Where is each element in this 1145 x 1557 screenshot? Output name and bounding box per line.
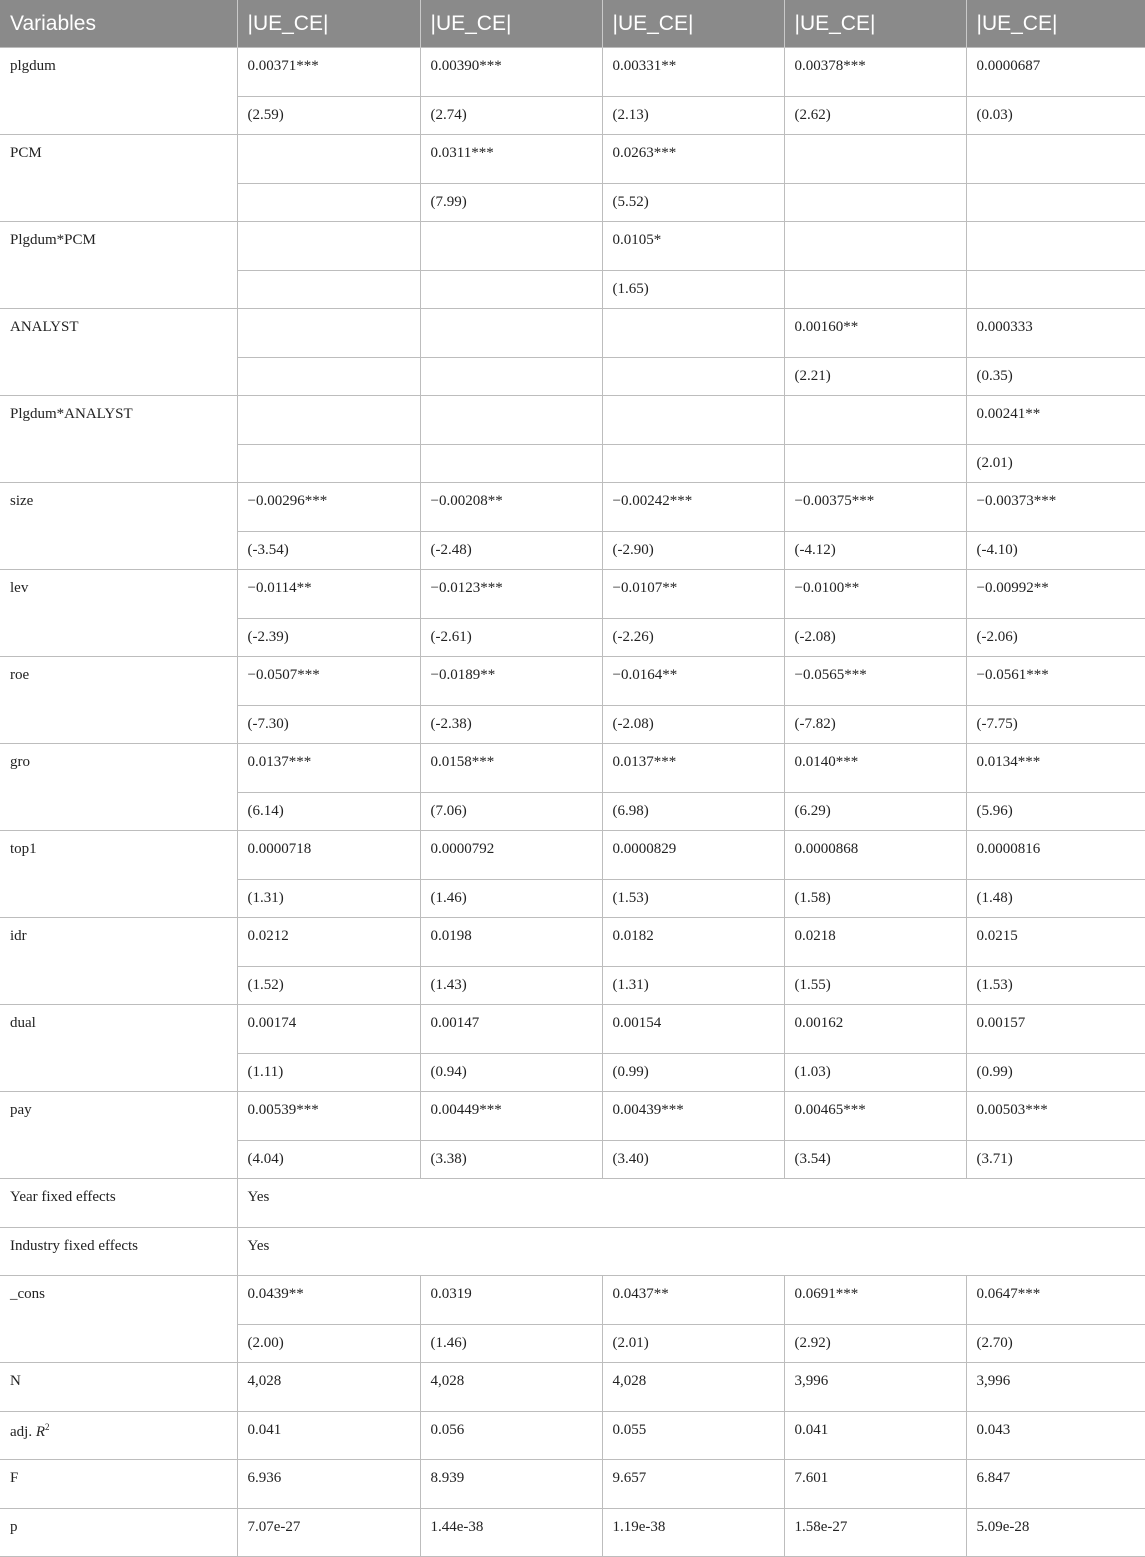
coef-row [0, 744, 1145, 793]
coef-cell: −0.0107** [602, 570, 784, 619]
coef-row [0, 396, 1145, 445]
coef-row [0, 483, 1145, 532]
t-stat-cell [602, 444, 784, 483]
t-stat-cell: (6.29) [784, 792, 966, 831]
coef-cell: −0.00208** [420, 483, 602, 532]
coef-cell: 0.0137*** [602, 744, 784, 793]
t-stat-cell: (-2.08) [784, 618, 966, 657]
t-stat-cell [420, 444, 602, 483]
coef-cell: 0.00465*** [784, 1092, 966, 1141]
coef-cell: 0.0439** [237, 1276, 420, 1325]
t-stat-cell: (1.31) [237, 879, 420, 918]
stat-name: adj. R [10, 1423, 45, 1440]
t-stat-cell: (2.62) [784, 96, 966, 135]
coef-cell: −0.0189** [420, 657, 602, 706]
variable-name: PCM [0, 135, 237, 222]
coef-row [0, 1092, 1145, 1141]
coef-cell: 0.0000816 [966, 831, 1145, 880]
t-stat-cell: (-2.61) [420, 618, 602, 657]
t-stat-cell: (-2.38) [420, 705, 602, 744]
coef-cell: 0.00378*** [784, 48, 966, 97]
t-stat-cell: (-2.90) [602, 531, 784, 570]
variable-name: _cons [0, 1276, 237, 1363]
coef-row [0, 657, 1145, 706]
stat-value: 4,028 [237, 1363, 420, 1412]
stat-row [0, 1508, 1145, 1557]
stat-value: 0.041 [784, 1411, 966, 1460]
coef-cell: 0.00162 [784, 1005, 966, 1054]
t-stat-cell: (-7.30) [237, 705, 420, 744]
coef-row [0, 222, 1145, 271]
t-stat-cell: (2.00) [237, 1324, 420, 1363]
coef-cell: −0.00296*** [237, 483, 420, 532]
coef-cell: 0.0218 [784, 918, 966, 967]
coef-cell: 0.0311*** [420, 135, 602, 184]
t-stat-cell: (-3.54) [237, 531, 420, 570]
t-stat-cell: (-7.82) [784, 705, 966, 744]
header-model-3: |UE_CE| [602, 0, 784, 48]
t-stat-cell [784, 270, 966, 309]
coef-cell: 0.00439*** [602, 1092, 784, 1141]
coef-cell: 0.00449*** [420, 1092, 602, 1141]
t-stat-cell: (0.99) [966, 1053, 1145, 1092]
coef-cell: −0.0123*** [420, 570, 602, 619]
fixed-effects-row [0, 1227, 1145, 1276]
coef-cell: 0.0134*** [966, 744, 1145, 793]
stat-row [0, 1460, 1145, 1509]
coef-cell: 0.00539*** [237, 1092, 420, 1141]
coef-cell [784, 222, 966, 271]
t-stat-cell: (2.13) [602, 96, 784, 135]
t-stat-cell: (-2.06) [966, 618, 1145, 657]
t-stat-cell: (2.01) [602, 1324, 784, 1363]
coef-cell: 0.000333 [966, 309, 1145, 358]
t-stat-cell: (1.46) [420, 879, 602, 918]
coef-cell [237, 135, 420, 184]
t-stat-cell: (1.53) [966, 966, 1145, 1005]
coef-cell [602, 396, 784, 445]
coef-cell: −0.0164** [602, 657, 784, 706]
coef-cell [420, 222, 602, 271]
fixed-effects-value: Yes [237, 1227, 1145, 1276]
t-stat-cell: (2.21) [784, 357, 966, 396]
table-body [0, 48, 1145, 1557]
header-row [0, 0, 1145, 48]
coef-cell: 0.0000718 [237, 831, 420, 880]
stat-value: 0.055 [602, 1411, 784, 1460]
t-stat-cell: (-2.26) [602, 618, 784, 657]
coef-cell: −0.0100** [784, 570, 966, 619]
coef-cell [237, 309, 420, 358]
coef-row [0, 309, 1145, 358]
t-stat-cell: (1.46) [420, 1324, 602, 1363]
variable-name: idr [0, 918, 237, 1005]
stat-value: 1.44e-38 [420, 1508, 602, 1557]
coef-row [0, 1005, 1145, 1054]
coef-cell: −0.0561*** [966, 657, 1145, 706]
t-stat-cell: (6.98) [602, 792, 784, 831]
stat-label [0, 1508, 237, 1557]
coef-cell: −0.00375*** [784, 483, 966, 532]
fixed-effects-label: Year fixed effects [0, 1179, 237, 1228]
coef-cell: 0.0137*** [237, 744, 420, 793]
t-stat-cell: (7.99) [420, 183, 602, 222]
stat-value: 9.657 [602, 1460, 784, 1509]
coef-row [0, 570, 1145, 619]
coef-cell: −0.00373*** [966, 483, 1145, 532]
t-stat-cell: (0.99) [602, 1053, 784, 1092]
t-stat-cell: (1.52) [237, 966, 420, 1005]
t-stat-cell: (3.54) [784, 1140, 966, 1179]
t-stat-cell [237, 357, 420, 396]
t-stat-cell: (3.71) [966, 1140, 1145, 1179]
t-stat-cell [420, 357, 602, 396]
fixed-effects-value: Yes [237, 1179, 1145, 1228]
t-stat-cell: (1.53) [602, 879, 784, 918]
coef-cell: 0.0000868 [784, 831, 966, 880]
coef-cell: 0.0212 [237, 918, 420, 967]
coef-cell: 0.0105* [602, 222, 784, 271]
coef-cell: 0.00371*** [237, 48, 420, 97]
stat-value: 7.601 [784, 1460, 966, 1509]
t-stat-cell: (5.96) [966, 792, 1145, 831]
t-stat-cell [602, 357, 784, 396]
t-stat-cell: (2.70) [966, 1324, 1145, 1363]
stat-row [0, 1411, 1145, 1460]
coef-cell: 0.0198 [420, 918, 602, 967]
stat-name: F [10, 1470, 19, 1486]
coef-cell: 0.00331** [602, 48, 784, 97]
coef-cell [420, 396, 602, 445]
variable-name: Plgdum*PCM [0, 222, 237, 309]
t-stat-cell: (0.94) [420, 1053, 602, 1092]
stat-value: 6.847 [966, 1460, 1145, 1509]
fixed-effects-row [0, 1179, 1145, 1228]
stat-superscript: 2 [45, 1421, 50, 1432]
variable-name: dual [0, 1005, 237, 1092]
t-stat-cell [966, 270, 1145, 309]
t-stat-cell: (2.01) [966, 444, 1145, 483]
fixed-effects-label: Industry fixed effects [0, 1227, 237, 1276]
t-stat-cell: (-2.08) [602, 705, 784, 744]
coef-cell: 0.0140*** [784, 744, 966, 793]
stat-value: 1.58e-27 [784, 1508, 966, 1557]
variable-name: ANALYST [0, 309, 237, 396]
t-stat-cell [237, 270, 420, 309]
coef-cell: 0.0215 [966, 918, 1145, 967]
coef-cell: 0.0437** [602, 1276, 784, 1325]
coef-cell [602, 309, 784, 358]
t-stat-cell: (3.40) [602, 1140, 784, 1179]
t-stat-cell: (-4.10) [966, 531, 1145, 570]
t-stat-cell [420, 270, 602, 309]
coef-cell: 0.00503*** [966, 1092, 1145, 1141]
coef-cell: −0.0507*** [237, 657, 420, 706]
t-stat-cell: (1.43) [420, 966, 602, 1005]
stat-value: 5.09e-28 [966, 1508, 1145, 1557]
coef-cell: −0.0114** [237, 570, 420, 619]
coef-cell: 0.00174 [237, 1005, 420, 1054]
coef-row [0, 918, 1145, 967]
coef-cell [966, 222, 1145, 271]
stat-value: 4,028 [602, 1363, 784, 1412]
t-stat-cell: (0.03) [966, 96, 1145, 135]
t-stat-cell: (3.38) [420, 1140, 602, 1179]
t-stat-cell [784, 183, 966, 222]
stat-row [0, 1363, 1145, 1412]
stat-value: 8.939 [420, 1460, 602, 1509]
t-stat-cell: (-2.48) [420, 531, 602, 570]
t-stat-cell: (-7.75) [966, 705, 1145, 744]
coef-cell: 0.0263*** [602, 135, 784, 184]
t-stat-cell: (1.03) [784, 1053, 966, 1092]
coef-cell: 0.0000829 [602, 831, 784, 880]
coef-cell [966, 135, 1145, 184]
coef-cell [784, 135, 966, 184]
header-model-5: |UE_CE| [966, 0, 1145, 48]
header-model-1: |UE_CE| [237, 0, 420, 48]
stat-value: 0.056 [420, 1411, 602, 1460]
t-stat-cell: (1.48) [966, 879, 1145, 918]
coef-row [0, 1276, 1145, 1325]
stat-value: 0.043 [966, 1411, 1145, 1460]
stat-value: 3,996 [784, 1363, 966, 1412]
stat-name: N [10, 1373, 21, 1389]
stat-value: 7.07e-27 [237, 1508, 420, 1557]
coef-cell: −0.0565*** [784, 657, 966, 706]
t-stat-cell: (5.52) [602, 183, 784, 222]
coef-cell: 0.0691*** [784, 1276, 966, 1325]
coef-cell: 0.0000687 [966, 48, 1145, 97]
variable-name: lev [0, 570, 237, 657]
coef-cell: 0.00157 [966, 1005, 1145, 1054]
stat-name: p [10, 1518, 18, 1535]
coef-cell [420, 309, 602, 358]
stat-value: 3,996 [966, 1363, 1145, 1412]
t-stat-cell: (7.06) [420, 792, 602, 831]
variable-name: size [0, 483, 237, 570]
t-stat-cell [237, 444, 420, 483]
t-stat-cell [966, 183, 1145, 222]
variable-name: gro [0, 744, 237, 831]
t-stat-cell: (1.31) [602, 966, 784, 1005]
t-stat-cell: (-2.39) [237, 618, 420, 657]
coef-cell: −0.00992** [966, 570, 1145, 619]
coef-cell: 0.0000792 [420, 831, 602, 880]
stat-value: 1.19e-38 [602, 1508, 784, 1557]
t-stat-cell: (2.92) [784, 1324, 966, 1363]
coef-cell: 0.00241** [966, 396, 1145, 445]
t-stat-cell: (-4.12) [784, 531, 966, 570]
stat-label [0, 1460, 237, 1509]
variable-name: Plgdum*ANALYST [0, 396, 237, 483]
coef-row [0, 135, 1145, 184]
coef-cell [237, 222, 420, 271]
variable-name: pay [0, 1092, 237, 1179]
coef-cell [237, 396, 420, 445]
t-stat-cell: (2.74) [420, 96, 602, 135]
coef-cell: 0.00390*** [420, 48, 602, 97]
coef-cell: 0.0319 [420, 1276, 602, 1325]
coef-cell: 0.00147 [420, 1005, 602, 1054]
table-header [0, 0, 1145, 48]
t-stat-cell: (1.55) [784, 966, 966, 1005]
coef-cell: 0.00154 [602, 1005, 784, 1054]
coef-row [0, 831, 1145, 880]
coef-cell: 0.00160** [784, 309, 966, 358]
coef-cell [784, 396, 966, 445]
t-stat-cell: (2.59) [237, 96, 420, 135]
variable-name: roe [0, 657, 237, 744]
t-stat-cell: (1.58) [784, 879, 966, 918]
variable-name: plgdum [0, 48, 237, 135]
coef-cell: −0.00242*** [602, 483, 784, 532]
header-model-4: |UE_CE| [784, 0, 966, 48]
t-stat-cell: (0.35) [966, 357, 1145, 396]
variable-name: top1 [0, 831, 237, 918]
t-stat-cell: (1.65) [602, 270, 784, 309]
t-stat-cell: (4.04) [237, 1140, 420, 1179]
t-stat-cell: (6.14) [237, 792, 420, 831]
t-stat-cell [784, 444, 966, 483]
stat-label [0, 1411, 237, 1460]
coef-cell: 0.0182 [602, 918, 784, 967]
stat-value: 6.936 [237, 1460, 420, 1509]
header-variables: Variables [0, 0, 237, 48]
coef-row [0, 48, 1145, 97]
coef-cell: 0.0158*** [420, 744, 602, 793]
t-stat-cell: (1.11) [237, 1053, 420, 1092]
stat-value: 4,028 [420, 1363, 602, 1412]
t-stat-cell [237, 183, 420, 222]
coef-cell: 0.0647*** [966, 1276, 1145, 1325]
stat-label [0, 1363, 237, 1412]
header-model-2: |UE_CE| [420, 0, 602, 48]
stat-value: 0.041 [237, 1411, 420, 1460]
